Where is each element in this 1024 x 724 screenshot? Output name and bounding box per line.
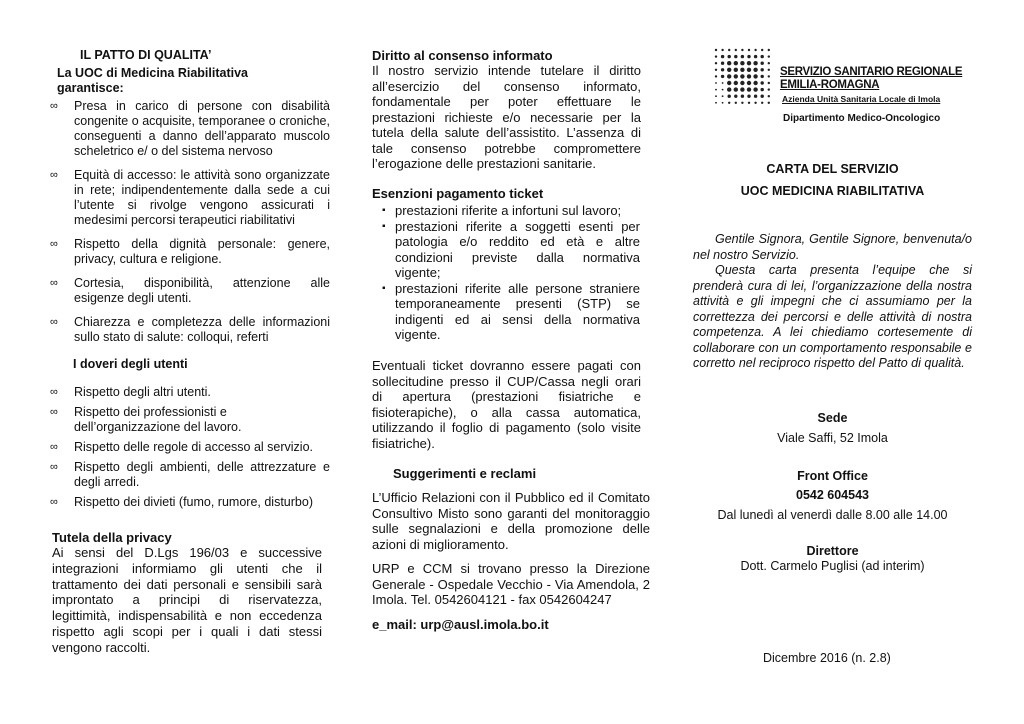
list-item: ∞ Presa in carico di persone con disabilità congenite o acquisite, temporanee o croniche, conseguenti a danno dell’apparato muscolo scheletrico e/ o del sistema nervoso <box>50 99 330 158</box>
intro-greeting: Gentile Signora, Gentile Signore, benvenuta/o nel nostro Servizio. <box>693 232 972 262</box>
dipartimento-label: Dipartimento Medico-Oncologico <box>783 113 941 124</box>
logo-line1: SERVIZIO SANITARIO REGIONALE <box>780 66 963 78</box>
bullet-icon: ∞ <box>50 461 58 473</box>
bullet-icon: ∞ <box>50 100 58 112</box>
direttore-name: Dott. Carmelo Puglisi (ad interim) <box>740 559 925 573</box>
bullet-icon: ∞ <box>50 277 58 289</box>
doveri-title: I doveri degli utenti <box>73 357 188 371</box>
privacy-text: Ai sensi del D.Lgs 196/03 e successive integrazioni informiamo gli utenti che il trattamento dei dati personali e sensibili sarà improntato a principi di riservatezza, legittimità, indispensabilità e non eccedenza rispetto agli scopi per i quali i dati stessi vengono raccolti. <box>52 545 322 655</box>
front-office-phone: 0542 604543 <box>796 488 869 502</box>
list-item: ∞ Rispetto della dignità personale: genere, privacy, cultura e religione. <box>50 237 330 266</box>
list-item: ∞ Rispetto dei divieti (fumo, rumore, disturbo) <box>50 495 313 509</box>
list-item: ∞ Rispetto degli ambienti, delle attrezzature e degli arredi. <box>50 460 330 489</box>
esenzioni-list <box>382 203 640 343</box>
consenso-title: Diritto al consenso informato <box>372 48 553 63</box>
sede-label: Sede <box>817 411 848 425</box>
reclami-title: Suggerimenti e reclami <box>393 466 537 481</box>
square-bullet-icon: ▪ <box>382 205 386 216</box>
reclami-text: L’Ufficio Relazioni con il Pubblico ed il Comitato Consultivo Misto sono garanti del monitoraggio sulle segnalazioni e della promozione delle azioni di miglioramento. <box>372 490 650 552</box>
patto-title: IL PATTO DI QUALITA’ <box>80 48 212 62</box>
bullet-icon: ∞ <box>50 316 58 328</box>
privacy-title: Tutela della privacy <box>52 530 172 545</box>
bullet-icon: ∞ <box>50 441 58 453</box>
list-item: ▪ prestazioni riferite a infortuni sul lavoro; <box>382 203 622 218</box>
sede-value: Viale Saffi, 52 Imola <box>777 431 888 445</box>
list-item: ▪ prestazioni riferite a soggetti esenti per patologia e/o reddito ed età e altre condizioni previste dalla normativa vigente; <box>382 218 640 280</box>
square-bullet-icon: ▪ <box>382 282 386 294</box>
square-bullet-icon: ▪ <box>382 220 386 232</box>
front-office-label: Front Office <box>797 469 868 483</box>
logo-line3: Azienda Unità Sanitaria Locale di Imola <box>782 94 941 104</box>
list-item: ∞ Rispetto dei professionisti e dell’organizzazione del lavoro. <box>50 405 242 434</box>
regione-logo-icon <box>712 46 774 108</box>
list-item: ∞ Cortesia, disponibilità, attenzione alle esigenze degli utenti. <box>50 276 330 305</box>
bullet-icon: ∞ <box>50 496 58 508</box>
bullet-icon: ∞ <box>50 406 58 418</box>
list-item: ∞ Rispetto delle regole di accesso al servizio. <box>50 440 314 454</box>
uoc-title: UOC MEDICINA RIABILITATIVA <box>740 184 925 198</box>
list-item: ∞ Chiarezza e completezza delle informazioni sullo stato di salute: colloqui, referti <box>50 315 330 344</box>
list-item: ▪ prestazioni riferite alle persone straniere temporaneamente presenti (STP) se indigenti ed ai sensi della normativa vigente. <box>382 280 640 342</box>
list-item: ∞ Rispetto degli altri utenti. <box>50 385 211 399</box>
email-link[interactable]: e_mail: urp@ausl.imola.bo.it <box>372 617 549 632</box>
bullet-icon: ∞ <box>50 169 58 181</box>
document-date: Dicembre 2016 (n. 2.8) <box>763 651 891 665</box>
doveri-list <box>50 385 330 516</box>
list-item: ∞ Equità di accesso: le attività sono organizzate in rete; indipendentemente dalla sede a cui l’utente si rivolge vengono assicurati i medesimi percorsi terapeutici riabilitativi <box>50 168 330 227</box>
esenzioni-title: Esenzioni pagamento ticket <box>372 186 544 201</box>
bullet-icon: ∞ <box>50 386 58 398</box>
ticket-text: Eventuali ticket dovranno essere pagati con sollecitudine presso il CUP/Cassa negli orari di apertura (prestazioni fisiatriche e fisioterapiche), o alla cassa automatica, utilizzando il foglio di pagamento (solo visite fisiatriche). <box>372 358 641 451</box>
urp-text: URP e CCM si trovano presso la Direzione Generale - Ospedale Vecchio - Via Amendola, 2 Imola. Tel. 0542604121 - fax 0542604247 <box>372 561 650 607</box>
patto-list <box>50 99 330 351</box>
direttore-label: Direttore <box>806 544 859 558</box>
bullet-icon: ∞ <box>50 238 58 250</box>
logo-line2: EMILIA-ROMAGNA <box>780 79 880 91</box>
patto-subtitle: La UOC di Medicina Riabilitativa garantisce: <box>57 66 249 95</box>
carta-title: CARTA DEL SERVIZIO <box>766 162 899 176</box>
intro-text: Questa carta presenta l’equipe che si prenderà cura di lei, l’organizzazione della nostra attività e gli impegni che ci assumiamo per la correttezza dei percorsi e delle attività di nostra competenza. A lei chiediamo cortesemente di collaborare con un comportamento responsabile e corretto nel reciproco rispetto del Patto di qualità. <box>693 263 972 370</box>
front-office-hours: Dal lunedì al venerdì dalle 8.00 alle 14.00 <box>717 508 948 522</box>
consenso-text: Il nostro servizio intende tutelare il diritto all’esercizio del consenso informato, fondamentale per poter effettuare le prestazioni richieste e/o necessarie per la tutela della salute dell’assistito. L’assenza di tale consenso potrebbe compromettere l’erogazione delle prestazioni sanitarie. <box>372 63 641 171</box>
